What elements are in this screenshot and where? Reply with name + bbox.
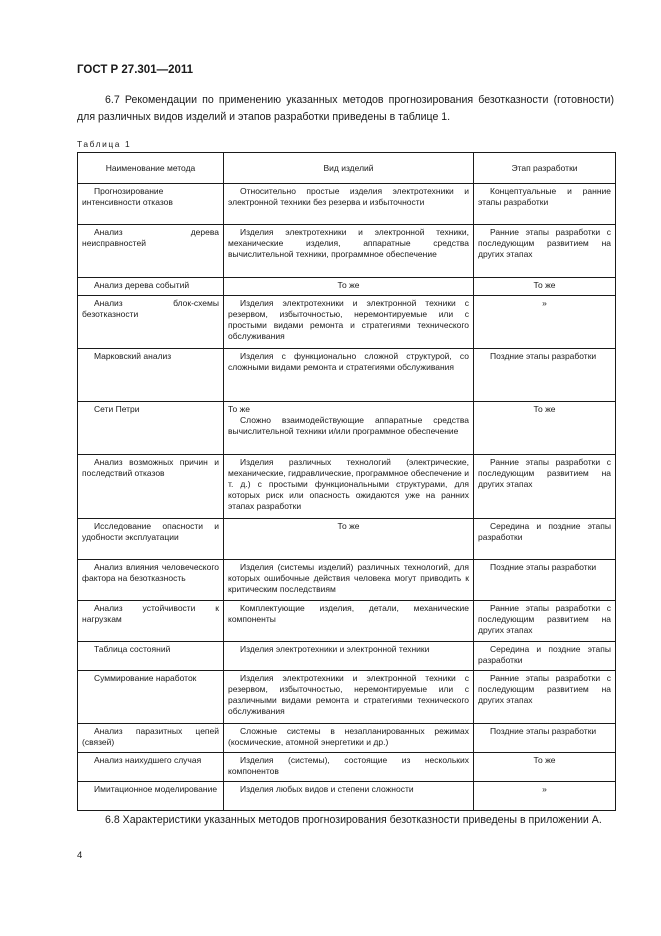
products-cell (224, 402, 474, 455)
table-row (78, 753, 616, 782)
method-cell: Анализ блок-схемы безотказности (78, 296, 224, 349)
methods-table (77, 152, 616, 811)
method-cell: Таблица состояний (78, 642, 224, 671)
stage-cell: Ранние этапы разработки с последующим развитием на других этапах (474, 225, 616, 278)
method-cell: Анализ паразитных цепей (связей) (78, 724, 224, 753)
table-row (78, 560, 616, 601)
header-stage: Этап разработки (474, 153, 616, 184)
stage-cell: Середина и поздние этапы разработки (474, 519, 616, 560)
table-header-row (78, 153, 616, 184)
stage-cell: Ранние этапы разработки с последующим развитием на других этапах (474, 455, 616, 519)
method-cell: Анализ дерева событий (78, 278, 224, 296)
table-row (78, 601, 616, 642)
stage-cell: Поздние этапы разработки (474, 724, 616, 753)
method-cell: Суммирование наработок (78, 671, 224, 724)
stage-cell: То же (474, 753, 616, 782)
method-cell: Анализ возможных причин и последствий отказов (78, 455, 224, 519)
products-cell: Изделия электротехники и электронной техники с резервом, избыточностью, неремонтируемые или с различными видами ремонта и стратегиями технического обслуживания (224, 671, 474, 724)
products-cell: Изделия (системы изделий) различных технологий, для которых ошибочные действия человека могут приводить к критическим последствиям (224, 560, 474, 601)
paragraph-6-7: 6.7 Рекомендации по применению указанных методов прогнозирования безотказности (готовности) для различных видов изделий и этапов разработки приведены в таблице 1. (77, 94, 614, 123)
table-row (78, 671, 616, 724)
products-cell: Относительно простые изделия электротехники и электронной техники без резерва и избыточности (224, 184, 474, 225)
header-products: Вид изделий (224, 153, 474, 184)
table-row (78, 349, 616, 402)
stage-cell: Середина и поздние этапы разработки (474, 642, 616, 671)
method-cell: Анализ наихудшего случая (78, 753, 224, 782)
stage-cell: » (474, 782, 616, 811)
table-row (78, 724, 616, 753)
products-cell: Изделия любых видов и степени сложности (224, 782, 474, 811)
products-cell: Изделия электротехники и электронной техники, механические изделия, аппаратные средства вычислительной техники, программное обеспечение (224, 225, 474, 278)
products-cell: Комплектующие изделия, детали, механические компоненты (224, 601, 474, 642)
products-cell: Изделия электротехники и электронной техники с резервом, избыточностью, неремонтируемые или с простыми видами ремонта и стратегиями технического обслуживания (224, 296, 474, 349)
stage-cell: Концептуальные и ранние этапы разработки (474, 184, 616, 225)
header-method: Наименование метода (78, 153, 224, 184)
stage-cell: Поздние этапы разработки (474, 560, 616, 601)
table-row (78, 184, 616, 225)
paragraph-6-8: 6.8 Характеристики указанных методов прогнозирования безотказности приведены в приложении А. (105, 814, 602, 826)
table-row (78, 519, 616, 560)
table-caption: Таблица 1 (77, 139, 132, 149)
table-row (78, 296, 616, 349)
method-cell: Анализ устойчивости к нагрузкам (78, 601, 224, 642)
stage-cell: Поздние этапы разработки (474, 349, 616, 402)
products-cell: То же (224, 519, 474, 560)
method-cell: Прогнозирование интенсивности отказов (78, 184, 224, 225)
stage-cell: Ранние этапы разработки с последующим развитием на других этапах (474, 671, 616, 724)
method-cell: Анализ влияния человеческого фактора на безотказность (78, 560, 224, 601)
stage-cell: То же (474, 402, 616, 455)
stage-cell: Ранние этапы разработки с последующим развитием на других этапах (474, 601, 616, 642)
method-cell: Имитационное моделирование (78, 782, 224, 811)
products-cell: То же (224, 278, 474, 296)
page-number: 4 (77, 850, 83, 861)
method-cell: Анализ дерева неисправностей (78, 225, 224, 278)
products-cell: Изделия (системы), состоящие из нескольких компонентов (224, 753, 474, 782)
products-cell: Изделия с функционально сложной структурой, со сложными видами ремонта и стратегиями обслуживания (224, 349, 474, 402)
products-cell: Сложные системы в незапланированных режимах (космические, атомной энергетики и др.) (224, 724, 474, 753)
table-row (78, 402, 616, 455)
products-text: Сложно взаимодействующие аппаратные средства вычислительной техники и/или программное обеспечение (228, 415, 469, 436)
table-row (78, 278, 616, 296)
method-cell: Исследование опасности и удобности эксплуатации (78, 519, 224, 560)
products-cell: Изделия электротехники и электронной техники (224, 642, 474, 671)
method-cell: Сети Петри (78, 402, 224, 455)
products-cell: Изделия различных технологий (электрические, механические, гидравлические, программное обеспечение и т. д.) с простыми функциональными структурами, для которых риск или опасность ожидаются уже на ранних этапах разработки (224, 455, 474, 519)
stage-cell: То же (474, 278, 616, 296)
table-row (78, 455, 616, 519)
method-cell: Марковский анализ (78, 349, 224, 402)
document-code: ГОСТ Р 27.301—2011 (77, 64, 194, 76)
table-row (78, 782, 616, 811)
stage-cell: » (474, 296, 616, 349)
table-row (78, 225, 616, 278)
table-row (78, 642, 616, 671)
products-same-label: То же (228, 404, 251, 414)
